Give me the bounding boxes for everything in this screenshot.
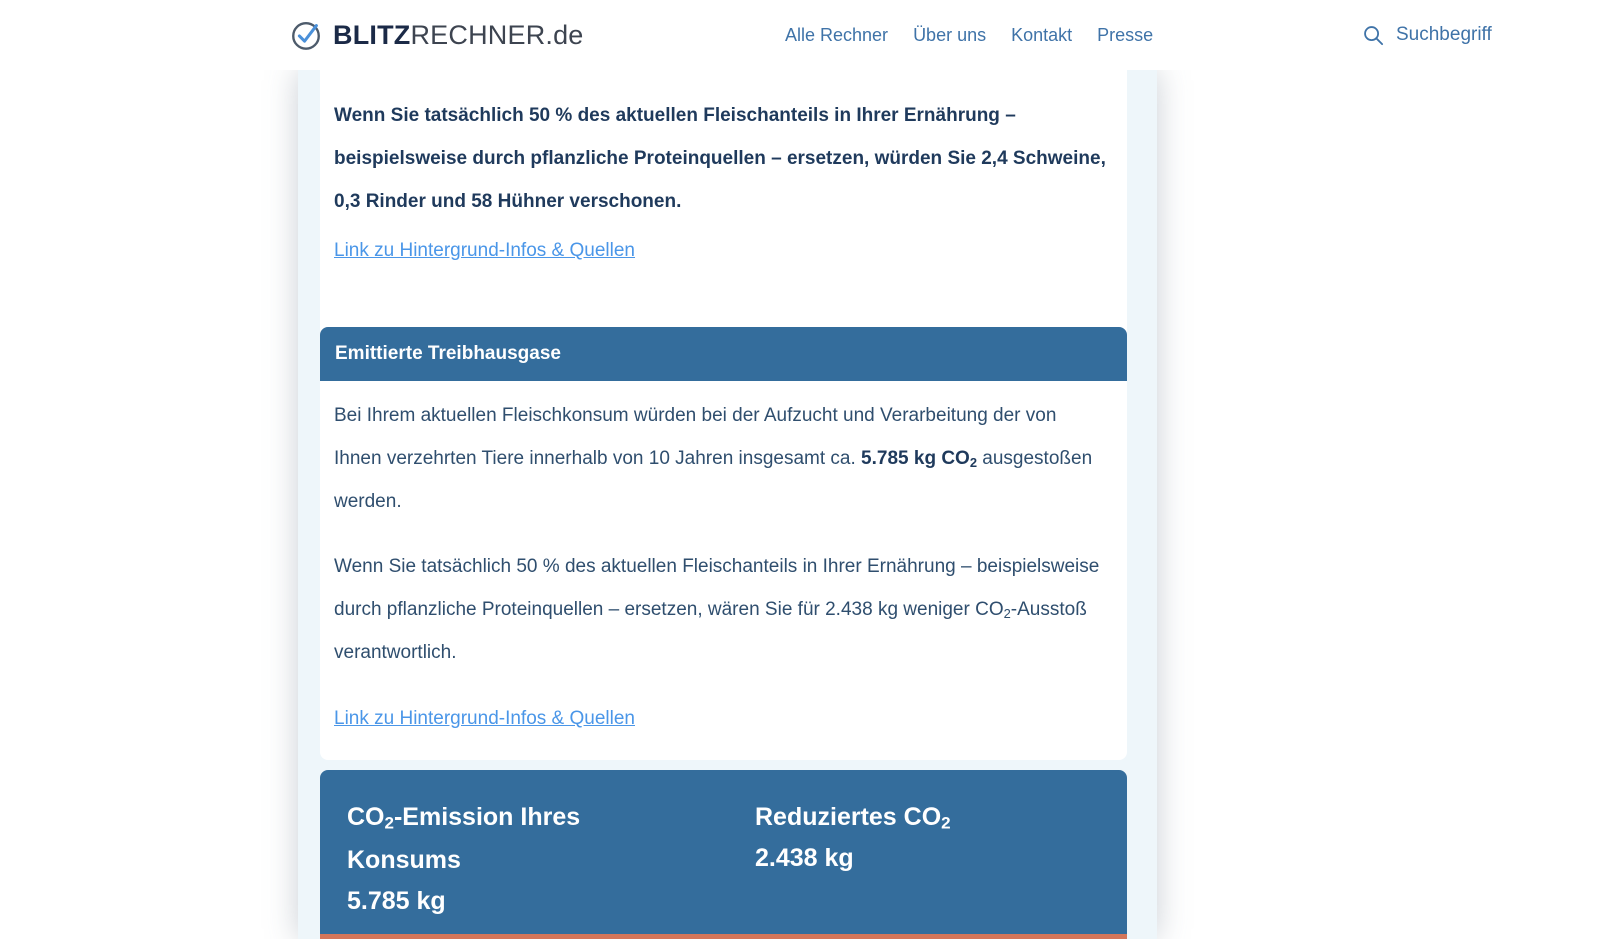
result-emission-title-text: CO [347, 803, 385, 831]
brand-bold: BLITZ [333, 19, 411, 50]
result-emission-title [347, 796, 665, 882]
emissions-card-body [320, 381, 1127, 760]
nav-ueber-uns[interactable]: Über uns [913, 24, 987, 45]
nav-presse[interactable]: Presse [1097, 24, 1154, 45]
emissions-sources-link[interactable]: Link zu Hintergrund-Infos & Quellen [334, 708, 635, 729]
result-reduced-title-text: Reduziertes CO [755, 803, 942, 831]
savings-text: Wenn Sie tatsächlich 50 % des aktuellen Fleischanteils in Ihrer Ernährung – beispielsweise durch pflanzliche Proteinquellen – ersetzen, würden Sie 2,4 Schweine, 0,3 Rinder und 58 Hühner verschonen. [334, 105, 1106, 212]
result-panel-columns [320, 770, 1127, 920]
savings-card [320, 70, 1127, 360]
brand-text [333, 20, 584, 51]
result-reduced-value: 2.438 kg [755, 844, 854, 872]
search-label[interactable]: Suchbegriff [1396, 24, 1492, 45]
result-col-emission [347, 796, 665, 920]
result-panel [320, 770, 1127, 939]
emissions-p2-tail: -Ausstoß verantwortlich. [334, 599, 1087, 663]
result-emission-value: 5.785 kg [347, 887, 446, 915]
emissions-p2-text: Wenn Sie tatsächlich 50 % des aktuellen Fleischanteils in Ihrer Ernährung – beispielsweise durch pflanzliche Proteinquellen – ersetzen, wären Sie für 2.438 kg weniger CO [334, 556, 1100, 620]
search-icon[interactable] [1362, 24, 1385, 47]
emissions-card [320, 327, 1127, 760]
emissions-p1-tail: ausgestoßen werden. [334, 448, 1093, 512]
result-reduced-title [755, 796, 951, 839]
nav-kontakt[interactable]: Kontakt [1011, 24, 1073, 45]
logo[interactable] [289, 0, 584, 70]
emissions-p1-value [861, 448, 977, 469]
co2-subscript: 2 [969, 454, 978, 470]
brand-rest: RECHNER.de [410, 19, 584, 50]
result-col-reduced [755, 796, 951, 920]
content-column [298, 70, 1157, 939]
emissions-p1-text: Bei Ihrem aktuellen Fleischkonsum würden bei der Aufzucht und Verarbeitung der von Ihnen verzehrten Tiere innerhalb von 10 Jahren insgesamt ca. [334, 405, 1057, 469]
co2-subscript: 2 [384, 813, 394, 833]
check-circle-icon [289, 18, 323, 52]
emissions-card-header [320, 327, 1127, 381]
nav-alle-rechner[interactable]: Alle Rechner [785, 24, 889, 45]
emissions-paragraph-2 [334, 545, 1101, 674]
result-bar-orange [320, 934, 1127, 939]
emissions-p1-value-text: 5.785 kg CO [861, 448, 970, 469]
emissions-card-title: Emittierte Treibhausgase [335, 343, 561, 364]
co2-subscript: 2 [1003, 605, 1011, 621]
site-header [0, 0, 1600, 70]
search[interactable] [1362, 0, 1492, 70]
main-nav [785, 0, 1153, 70]
savings-sources-link[interactable]: Link zu Hintergrund-Infos & Quellen [334, 240, 635, 261]
emissions-paragraph-1 [334, 394, 1101, 523]
co2-subscript: 2 [941, 813, 951, 833]
result-emission-title-tail: -Emission Ihres Konsums [347, 803, 581, 874]
